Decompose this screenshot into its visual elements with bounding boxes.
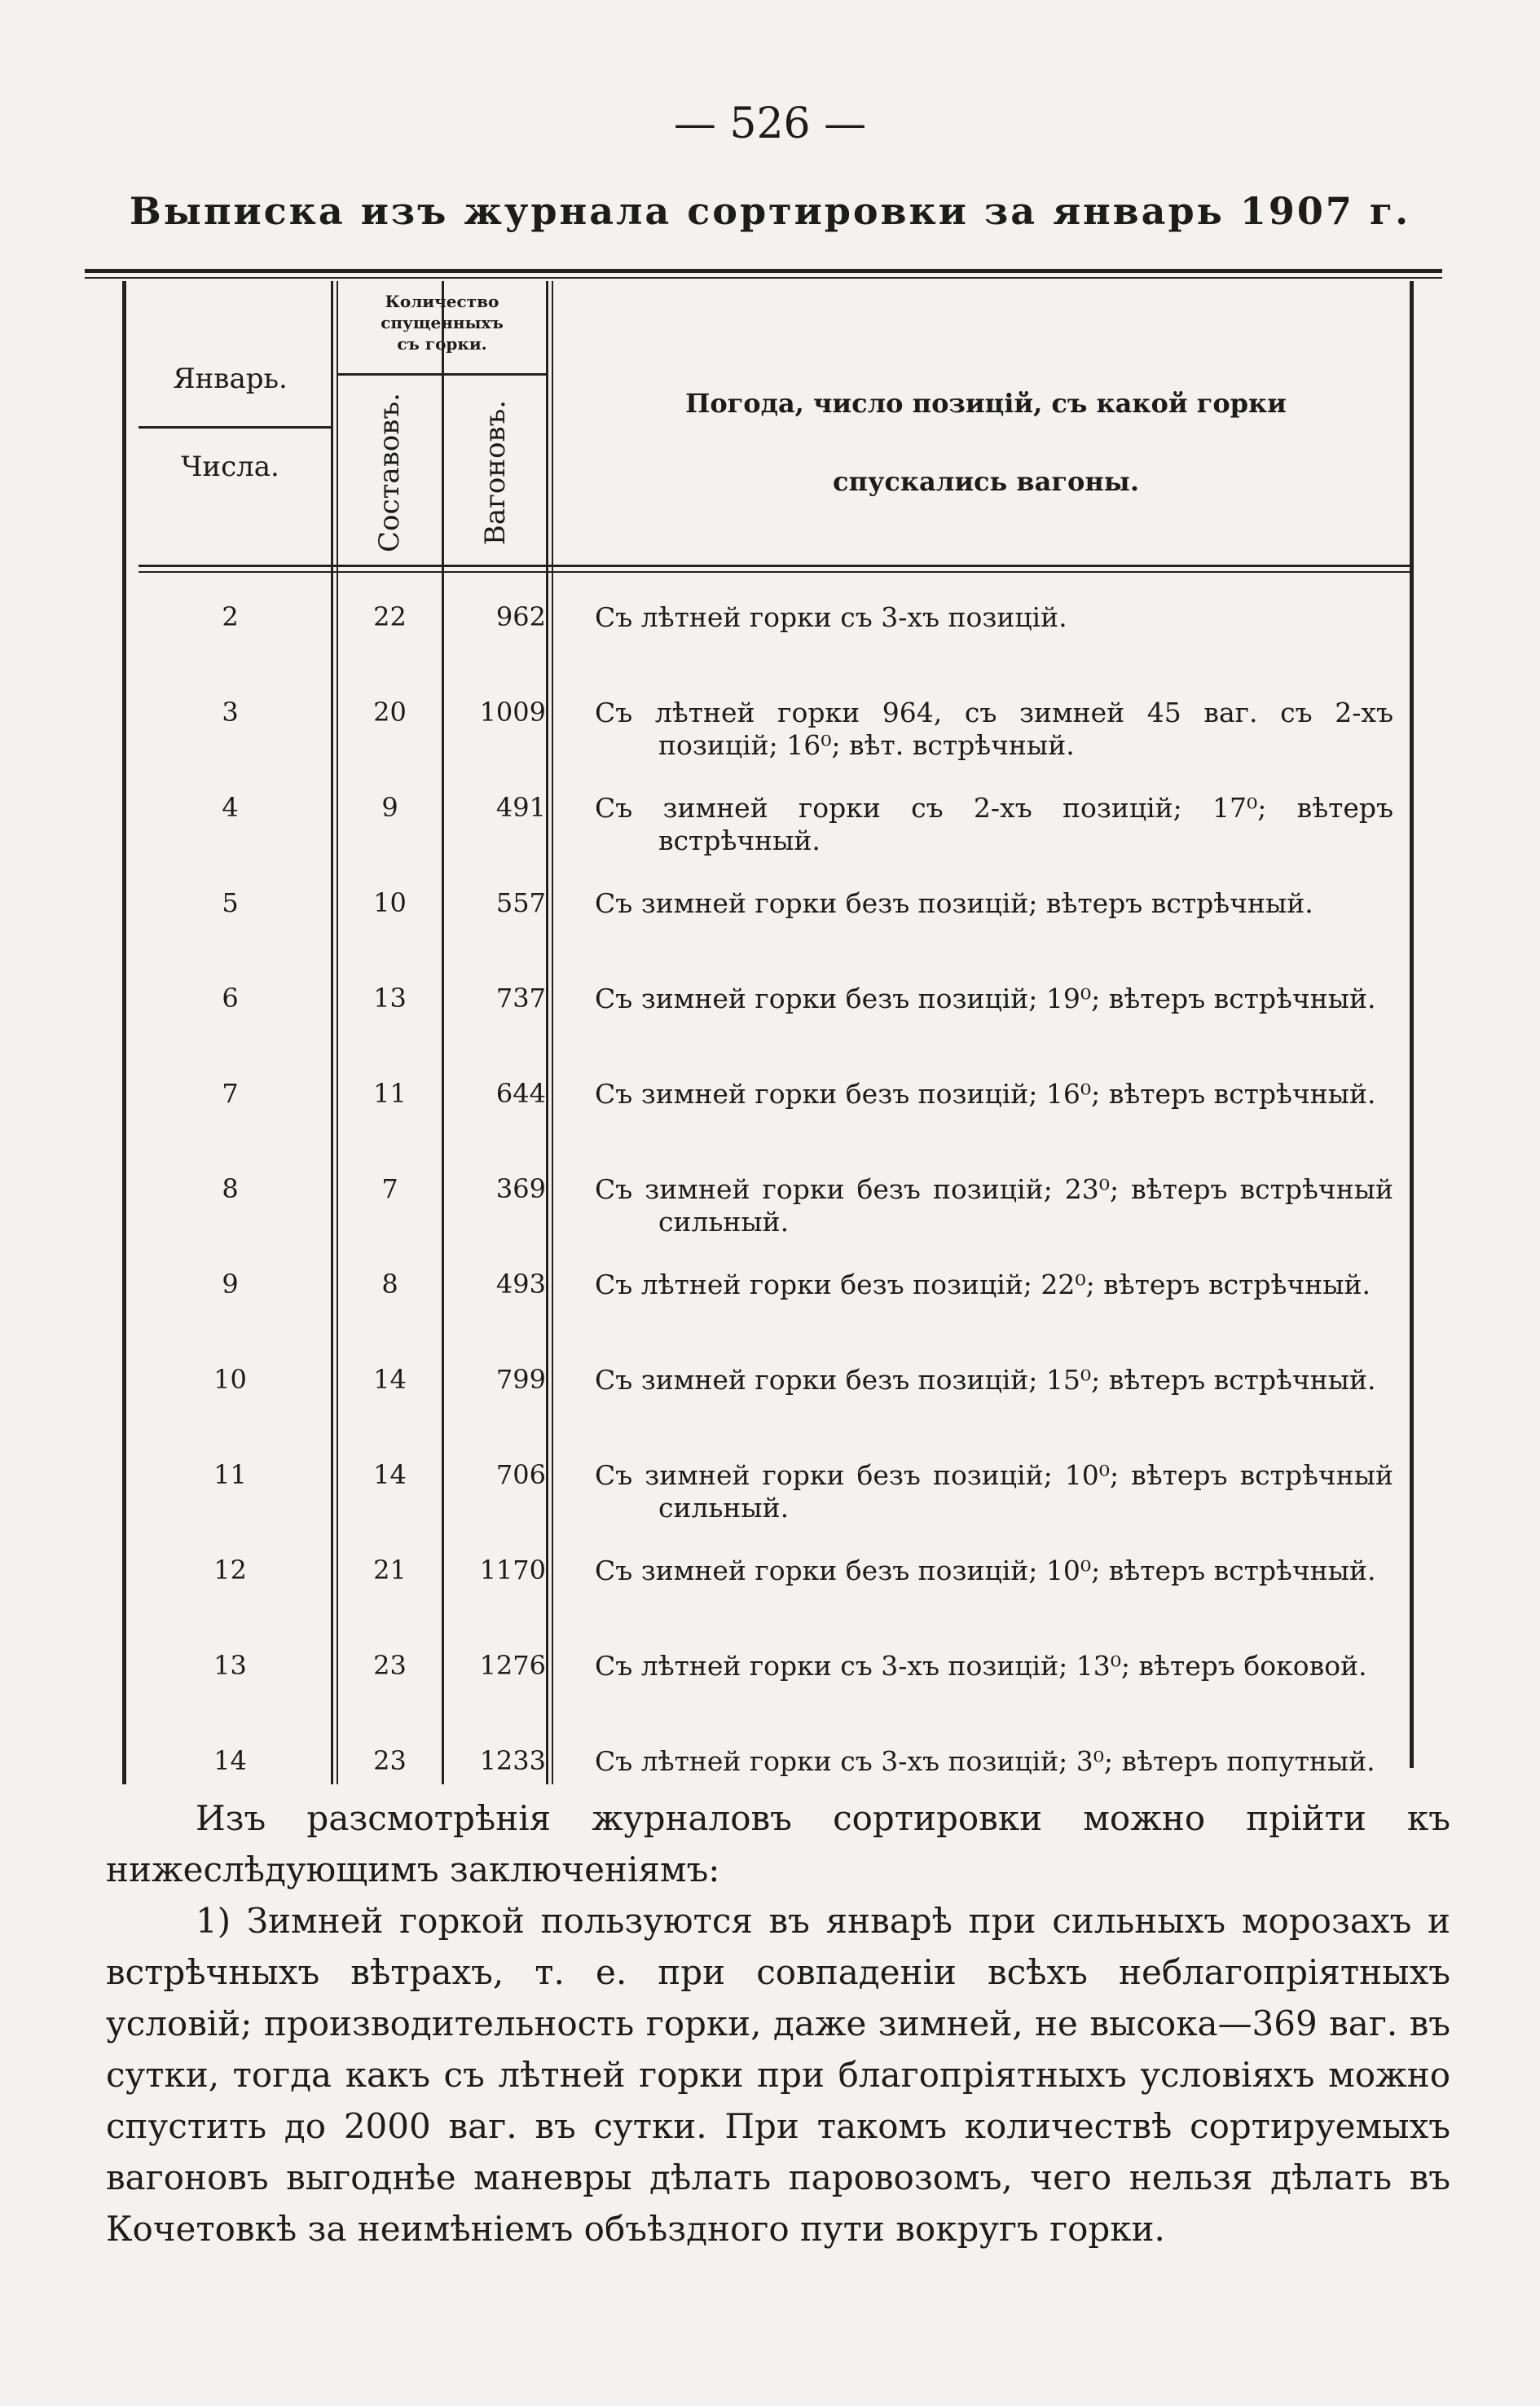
day-cell: 13 [213,1650,247,1681]
wagons-cell: 962 [495,601,546,632]
day-cell: 4 [222,792,239,823]
table-row [122,983,1418,1078]
weather-cell: Съ зимней горки съ 2-хъ позицій; 17⁰; вѣтеръ встрѣчный. [595,792,1393,856]
wagons-cell: 369 [495,1173,546,1204]
weather-cell: Съ лѣтней горки съ 3-хъ позицій; 3⁰; вѣтеръ попутный. [595,1745,1375,1777]
weather-cell: Съ лѣтней горки 964, съ зимней 45 ваг. съ 2-хъ позицій; 16⁰; вѣт. встрѣчный. [595,697,1393,761]
weather-cell: Съ зимней горки безъ позицій; 15⁰; вѣтеръ встрѣчный. [595,1364,1376,1396]
wagons-cell: 1170 [479,1555,546,1586]
weather-cell: Съ зимней горки безъ позицій; 19⁰; вѣтеръ встрѣчный. [595,983,1376,1014]
table-row [122,1078,1418,1173]
header-bottom-rule [139,565,1410,567]
day-cell: 14 [213,1745,247,1776]
header-count-line: спущенныхъ [381,313,504,332]
wagons-cell: 493 [495,1269,546,1300]
header-weather-line: Погода, число позицій, съ какой горки [685,388,1287,419]
day-cell: 6 [222,983,239,1014]
wagons-cell: 706 [495,1459,546,1490]
consists-cell: 7 [381,1173,398,1204]
day-cell: 9 [222,1269,239,1300]
header-weather-line: спускались вагоны. [833,466,1139,497]
weather-cell: Съ зимней горки безъ позицій; 10⁰; вѣтеръ встрѣчный сильный. [595,1459,1393,1524]
page-number: — 526 — [673,99,867,148]
header-days: Числа. [181,451,279,483]
weather-cell: Съ зимней горки безъ позицій; вѣтеръ встрѣчный. [595,887,1313,919]
table-body [122,601,1418,1841]
day-cell: 5 [222,887,239,918]
table-row [122,792,1418,887]
wagons-cell: 799 [495,1364,546,1395]
paragraph-conclusion-1: 1) Зимней горкой пользуются въ январѣ при сильныхъ морозахъ и встрѣчныхъ вѣтрахъ, т. е. при совпаденіи всѣхъ неблагопріятныхъ условій; производительность горки, даже зимней, не высока—369 ваг. въ сутки, тогда какъ съ лѣтней горки при благопріятныхъ условіяхъ можно спустить до 2000 ваг. въ сутки. При такомъ количествѣ сортируемыхъ вагоновъ выгоднѣе маневры дѣлать паровозомъ, чего нельзя дѣлать въ Кочетовкѣ за неимѣніемъ объѣздного пути вокругъ горки. [106,1901,1450,2249]
page-title: Выписка изъ журнала сортировки за январь 1907 г. [129,189,1411,233]
table-row [122,1173,1418,1269]
table-row [122,601,1418,697]
sorting-table [122,281,1418,1784]
consists-cell: 13 [373,983,407,1014]
weather-cell: Съ лѣтней горки съ 3-хъ позицій. [595,601,1067,633]
table-row [122,697,1418,792]
consists-cell: 8 [381,1269,398,1300]
consists-cell: 21 [373,1555,407,1586]
weather-cell: Съ зимней горки безъ позицій; 16⁰; вѣтеръ встрѣчный. [595,1078,1376,1110]
header-count-group [338,291,546,354]
consists-cell: 10 [373,887,407,918]
wagons-cell: 644 [495,1078,546,1109]
wagons-cell: 557 [495,887,546,918]
table-row [122,1555,1418,1650]
consists-cell: 14 [373,1364,407,1395]
header-bottom-rule-2 [139,571,1410,573]
day-cell: 3 [222,697,239,728]
day-cell: 7 [222,1078,239,1109]
day-cell: 8 [222,1173,239,1204]
wagons-cell: 1233 [479,1745,546,1776]
consists-cell: 14 [373,1459,407,1490]
header-month-rule [139,426,331,429]
consists-cell: 20 [373,697,407,728]
consists-cell: 23 [373,1745,407,1776]
header-month: Январь. [173,363,288,395]
header-consists: Составовъ. [373,393,406,552]
top-rule-thin [85,277,1442,279]
weather-cell: Съ лѣтней горки безъ позицій; 22⁰; вѣтеръ встрѣчный. [595,1269,1371,1300]
table-row [122,1650,1418,1745]
table-row [122,1364,1418,1459]
table-row [122,1459,1418,1555]
wagons-cell: 737 [495,983,546,1014]
wagons-cell: 491 [495,792,546,823]
body-text [106,1792,1450,2254]
top-rule [85,269,1442,273]
header-count-line: Количество [385,292,499,311]
header-weather [558,364,1414,521]
header-count-line: съ горки. [397,334,487,354]
header-count-rule [338,373,546,376]
day-cell: 10 [213,1364,247,1395]
weather-cell: Съ лѣтней горки съ 3-хъ позицій; 13⁰; вѣтеръ боковой. [595,1650,1367,1682]
consists-cell: 22 [373,601,407,632]
table-row [122,887,1418,983]
consists-cell: 11 [373,1078,407,1109]
day-cell: 12 [213,1555,247,1586]
weather-cell: Съ зимней горки безъ позицій; 10⁰; вѣтеръ встрѣчный. [595,1555,1376,1586]
wagons-cell: 1276 [479,1650,546,1681]
table-row [122,1269,1418,1364]
consists-cell: 23 [373,1650,407,1681]
day-cell: 11 [213,1459,247,1490]
day-cell: 2 [222,601,239,632]
paragraph-conclusions-intro: Изъ разсмотрѣнія журналовъ сортировки можно прійти къ нижеслѣдующимъ заключеніямъ: [106,1798,1450,1889]
weather-cell: Съ зимней горки безъ позицій; 23⁰; вѣтеръ встрѣчный сильный. [595,1173,1393,1238]
wagons-cell: 1009 [479,697,546,728]
consists-cell: 9 [381,792,398,823]
header-wagons: Вагоновъ. [479,399,512,546]
